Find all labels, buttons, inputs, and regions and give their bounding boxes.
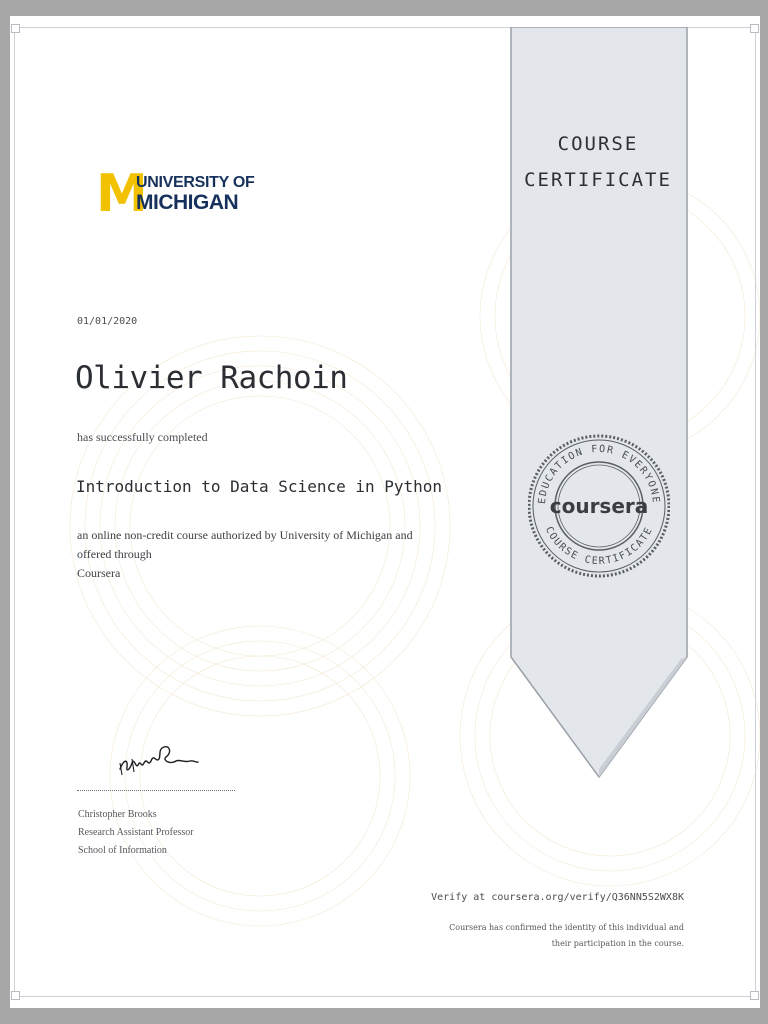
signer-title: Research Assistant Professor xyxy=(78,827,194,838)
signature-line xyxy=(77,790,235,791)
signer-department: School of Information xyxy=(78,845,167,856)
ribbon-title-line2: CERTIFICATE xyxy=(524,169,672,191)
verify-link[interactable]: Verify at coursera.org/verify/Q36NN5S2WX8K xyxy=(431,892,684,903)
corner-ornament xyxy=(11,991,20,1000)
ribbon-title-line1: COURSE xyxy=(557,133,639,155)
logo-wordmark xyxy=(136,174,255,214)
description-line1: an online non-credit course authorized by University of Michigan and offered through xyxy=(77,528,413,561)
course-description xyxy=(77,526,437,583)
recipient-name: Olivier Rachoin xyxy=(75,360,348,396)
signer-block xyxy=(78,806,194,860)
ribbon-title xyxy=(510,126,686,198)
seal-top-arc: EDUCATION FOR EVERYONE xyxy=(536,443,662,505)
confirm-line1: Coursera has confirmed the identity of this individual and xyxy=(449,923,684,932)
certificate-sheet xyxy=(10,16,760,1008)
signer-name: Christopher Brooks xyxy=(78,809,157,820)
coursera-seal xyxy=(528,388,670,628)
course-title: Introduction to Data Science in Python xyxy=(76,477,443,496)
seal-bottom-arc: COURSE CERTIFICATE xyxy=(542,525,656,568)
description-line2: Coursera xyxy=(77,566,121,580)
completed-text: has successfully completed xyxy=(77,430,208,444)
identity-confirmation xyxy=(424,920,684,952)
corner-ornament xyxy=(750,24,759,33)
corner-ornament xyxy=(11,24,20,33)
corner-ornament xyxy=(750,991,759,1000)
logo-line2: MICHIGAN xyxy=(136,191,239,214)
seal-brand: coursera xyxy=(549,494,649,518)
logo-block-m: M xyxy=(96,164,148,224)
issue-date: 01/01/2020 xyxy=(77,316,138,327)
confirm-line2: their participation in the course. xyxy=(551,939,684,948)
logo-line1: UNIVERSITY OF xyxy=(136,174,255,191)
handwritten-signature xyxy=(114,739,204,779)
